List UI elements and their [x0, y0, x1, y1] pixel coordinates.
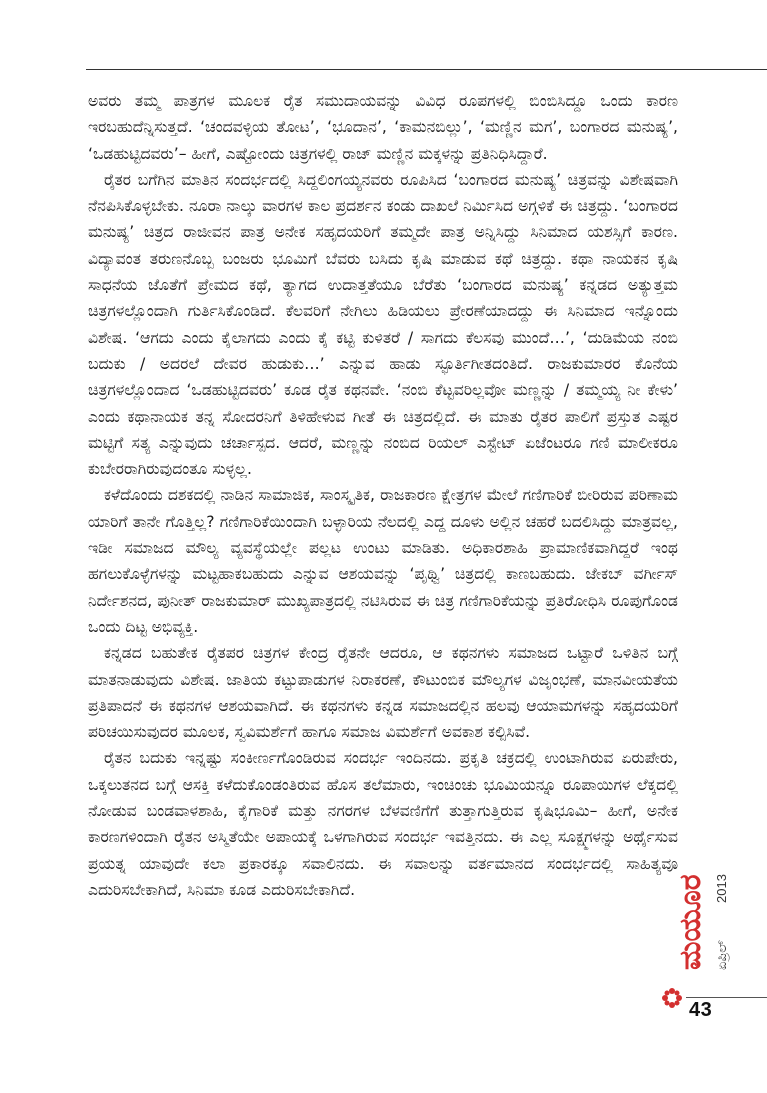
- footer-rule: [686, 997, 767, 998]
- issue-month: ಏಪ್ರಿಲ್: [715, 940, 730, 970]
- paragraph: ಕಳೆದೊಂದು ದಶಕದಲ್ಲಿ ನಾಡಿನ ಸಾಮಾಜಿಕ, ಸಾಂಸ್ಕೃತಿಕ, ರಾಜಕಾರಣ ಕ್ಷೇತ್ರಗಳ ಮೇಲೆ ಗಣಿಗಾರಿಕೆ ಬೀರಿರುವ ಪರಿಣಾಮ ಯಾರಿಗೆ ತಾನೇ ಗೊತ್ತಿಲ್ಲ? ಗಣಿಗಾರಿಕೆಯಿಂದಾಗಿ ಬಳ್ಳಾರಿಯ ನೆಲದಲ್ಲಿ ಎದ್ದ ದೂಳು ಅಲ್ಲಿನ ಚಹರೆ ಬದಲಿಸಿದ್ದು ಮಾತ್ರವಲ್ಲ, ಇಡೀ ಸಮಾಜದ ಮೌಲ್ಯ ವ್ಯವಸ್ಥೆಯಲ್ಲೇ ಪಲ್ಲಟ ಉಂಟು ಮಾಡಿತು. ಅಧಿಕಾರಶಾಹಿ ಪ್ರಾಮಾಣಿಕವಾಗಿದ್ದರೆ ಇಂಥ ಹಗಲುಕೊಳ್ಳೆಗಳನ್ನು ಮಟ್ಟಹಾಕಬಹುದು ಎನ್ನುವ ಆಶಯವನ್ನು ‘ಪೃಥ್ವಿ’ ಚಿತ್ರದಲ್ಲಿ ಕಾಣಬಹುದು. ಜೇಕಬ್ ವರ್ಗೀಸ್ ನಿರ್ದೇಶನದ, ಪುನೀತ್ ರಾಜಕುಮಾರ್ ಮುಖ್ಯಪಾತ್ರದಲ್ಲಿ ನಟಿಸಿರುವ ಈ ಚಿತ್ರ ಗಣಿಗಾರಿಕೆಯನ್ನು ಪ್ರತಿರೋಧಿಸಿ ರೂಪುಗೊಂಡ ಒಂದು ದಿಟ್ಟ ಅಭಿವ್ಯಕ್ತಿ.: [88, 486, 678, 636]
- paragraph: ಕನ್ನಡದ ಬಹುತೇಕ ರೈತಪರ ಚಿತ್ರಗಳ ಕೇಂದ್ರ ರೈತನೇ ಆದರೂ, ಆ ಕಥನಗಳು ಸಮಾಜದ ಒಟ್ಟಾರೆ ಒಳಿತಿನ ಬಗ್ಗೆ ಮಾತನಾಡುವುದು ವಿಶೇಷ. ಜಾತಿಯ ಕಟ್ಟುಪಾಡುಗಳ ನಿರಾಕರಣೆ, ಕೌಟುಂಬಿಕ ಮೌಲ್ಯಗಳ ವಿಜೃಂಭಣೆ, ಮಾನವೀಯತೆಯ ಪ್ರತಿಪಾದನೆ ಈ ಕಥನಗಳ ಆಶಯವಾಗಿದೆ. ಈ ಕಥನಗಳು ಕನ್ನಡ ಸಮಾಜದಲ್ಲಿನ ಹಲವು ಆಯಾಮಗಳನ್ನು ಸಹೃದಯರಿಗೆ ಪರಿಚಯಿಸುವುದರ ಮೂಲಕ, ಸ್ವವಿಮರ್ಶೆಗೆ ಹಾಗೂ ಸಮಾಜ ವಿಮರ್ಶೆಗೆ ಅವಕಾಶ ಕಲ್ಪಿಸಿವೆ.: [88, 644, 678, 742]
- paragraph: ಅವರು ತಮ್ಮ ಪಾತ್ರಗಳ ಮೂಲಕ ರೈತ ಸಮುದಾಯವನ್ನು ವಿವಿಧ ರೂಪಗಳಲ್ಲಿ ಬಿಂಬಿಸಿದ್ದೂ ಒಂದು ಕಾರಣ ಇರಬಹುದೆನ್ನಿಸುತ್ತದೆ. ‘ಚಂದವಳ್ಳಿಯ ತೋಟ’, ‘ಭೂದಾನ’, ‘ಕಾಮನಬಿಲ್ಲು’, ‘ಮಣ್ಣಿನ ಮಗ’, ಬಂಗಾರದ ಮನುಷ್ಯ’, ‘ಒಡಹುಟ್ಟಿದವರು’– ಹೀಗೆ, ಎಷ್ಟೋಂದು ಚಿತ್ರಗಳಲ್ಲಿ ರಾಜ್ ಮಣ್ಣಿನ ಮಕ್ಕಳನ್ನು ಪ್ರತಿನಿಧಿಸಿದ್ದಾರೆ.: [88, 92, 678, 163]
- flower-ornament-icon: [661, 987, 683, 1009]
- paragraph: ರೈತರ ಬಗೆಗಿನ ಮಾತಿನ ಸಂದರ್ಭದಲ್ಲಿ ಸಿದ್ದಲಿಂಗಯ್ಯನವರು ರೂಪಿಸಿದ ‘ಬಂಗಾರದ ಮನುಷ್ಯ’ ಚಿತ್ರವನ್ನು ವಿಶೇಷವಾಗಿ ನೆನಪಿಸಿಕೊಳ್ಳಬೇಕು. ನೂರಾ ನಾಲ್ಕು ವಾರಗಳ ಕಾಲ ಪ್ರದರ್ಶನ ಕಂಡು ದಾಖಲೆ ನಿರ್ಮಿಸಿದ ಅಗ್ಗಳಿಕೆ ಈ ಚಿತ್ರದ್ದು. ‘ಬಂಗಾರದ ಮನುಷ್ಯ’ ಚಿತ್ರದ ರಾಜೀವನ ಪಾತ್ರ ಅನೇಕ ಸಹೃದಯರಿಗೆ ತಮ್ಮದೇ ಪಾತ್ರ ಅನ್ನಿಸಿದ್ದು ಸಿನಿಮಾದ ಯಶಸ್ಸಿಗೆ ಕಾರಣ. ವಿದ್ಯಾವಂತ ತರುಣನೊಬ್ಬ ಬಂಜರು ಭೂಮಿಗೆ ಬೆವರು ಬಸಿದು ಕೃಷಿ ಮಾಡುವ ಕಥೆ ಚಿತ್ರದ್ದು. ಕಥಾ ನಾಯಕನ ಕೃಷಿ ಸಾಧನೆಯ ಜೊತೆಗೆ ಪ್ರೇಮದ ಕಥೆ, ತ್ಯಾಗದ ಉದಾತ್ತತೆಯೂ ಬೆರೆತು ‘ಬಂಗಾರದ ಮನುಷ್ಯ’ ಕನ್ನಡದ ಅತ್ಯುತ್ತಮ ಚಿತ್ರಗಳಲ್ಲೊಂದಾಗಿ ಗುರ್ತಿಸಿಕೊಂಡಿದೆ. ಕೆಲವರಿಗೆ ನೇಗಿಲು ಹಿಡಿಯಲು ಪ್ರೇರಣೆಯಾದದ್ದು ಈ ಸಿನಿಮಾದ ಇನ್ನೊಂದು ವಿಶೇಷ. ‘ಆಗದು ಎಂದು ಕೈಲಾಗದು ಎಂದು ಕೈ ಕಟ್ಟಿ ಕುಳಿತರೆ / ಸಾಗದು ಕೆಲಸವು ಮುಂದೆ…’, ‘ದುಡಿಮೆಯ ನಂಬಿ ಬದುಕು / ಅದರಲೆ ದೇವರ ಹುಡುಕು…’ ಎನ್ನುವ ಹಾಡು ಸ್ಫೂರ್ತಿಗೀತದಂತಿದೆ. ರಾಜಕುಮಾರರ ಕೊನೆಯ ಚಿತ್ರಗಳಲ್ಲೊಂದಾದ ‘ಒಡಹುಟ್ಟಿದವರು’ ಕೂಡ ರೈತ ಕಥನವೇ. ‘ನಂಬಿ ಕೆಟ್ಟವರಿಲ್ಲವೋ ಮಣ್ಣನ್ನು / ತಮ್ಮಯ್ಯ ನೀ ಕೇಳು’ ಎಂದು ಕಥಾನಾಯಕ ತನ್ನ ಸೋದರನಿಗೆ ತಿಳಿಹೇಳುವ ಗೀತೆ ಈ ಚಿತ್ರದಲ್ಲಿದೆ. ಈ ಮಾತು ರೈತರ ಪಾಲಿಗೆ ಪ್ರಸ್ತುತ ಎಷ್ಟರ ಮಟ್ಟಿಗೆ ಸತ್ಯ ಎನ್ನುವುದು ಚರ್ಚಾಸ್ಪದ. ಆದರೆ, ಮಣ್ಣನ್ನು ನಂಬಿದ ರಿಯಲ್ ಎಸ್ಟೇಟ್ ಏಜೆಂಟರೂ ಗಣಿ ಮಾಲೀಕರೂ ಕುಬೇರರಾಗಿರುವುದಂತೂ ಸುಳ್ಳಲ್ಲ.: [88, 170, 678, 479]
- magazine-masthead: [673, 800, 732, 972]
- issue-year: 2013: [714, 874, 729, 903]
- header-rule: [86, 69, 767, 70]
- paragraph: ರೈತನ ಬದುಕು ಇನ್ನಷ್ಟು ಸಂಕೀರ್ಣಗೊಂಡಿರುವ ಸಂದರ್ಭ ಇಂದಿನದು. ಪ್ರಕೃತಿ ಚಕ್ರದಲ್ಲಿ ಉಂಟಾಗಿರುವ ಏರುಪೇರು, ಒಕ್ಕಲುತನದ ಬಗ್ಗೆ ಆಸಕ್ತಿ ಕಳೆದುಕೊಂಡಂತಿರುವ ಹೊಸ ತಲೆಮಾರು, ಇಂಚಿಂಚು ಭೂಮಿಯನ್ನೂ ರೂಪಾಯಿಗಳ ಲೆಕ್ಕದಲ್ಲಿ ನೋಡುವ ಬಂಡವಾಳಶಾಹಿ, ಕೈಗಾರಿಕೆ ಮತ್ತು ನಗರಗಳ ಬೆಳವಣಿಗೆಗೆ ತುತ್ತಾಗುತ್ತಿರುವ ಕೃಷಿಭೂಮಿ– ಹೀಗೆ, ಅನೇಕ ಕಾರಣಗಳಿಂದಾಗಿ ರೈತನ ಅಸ್ಮಿತೆಯೇ ಅಪಾಯಕ್ಕೆ ಒಳಗಾಗಿರುವ ಸಂದರ್ಭ ಇವತ್ತಿನದು. ಈ ಎಲ್ಲ ಸೂಕ್ಷ್ಮಗಳನ್ನು ಅರ್ಥೈಸುವ ಪ್ರಯತ್ನ ಯಾವುದೇ ಕಲಾ ಪ್ರಕಾರಕ್ಕೂ ಸವಾಲಿನದು. ಈ ಸವಾಲನ್ನು ವರ್ತಮಾನದ ಸಂದರ್ಭದಲ್ಲಿ ಸಾಹಿತ್ಯವೂ ಎದುರಿಸಬೇಕಾಗಿದೆ, ಸಿನಿಮಾ ಕೂಡ ಎದುರಿಸಬೇಕಾಗಿದೆ.: [88, 749, 678, 899]
- magazine-name: ಮಯೂರ: [673, 874, 708, 970]
- page-number: 43: [689, 999, 713, 1021]
- article-body: [88, 88, 678, 903]
